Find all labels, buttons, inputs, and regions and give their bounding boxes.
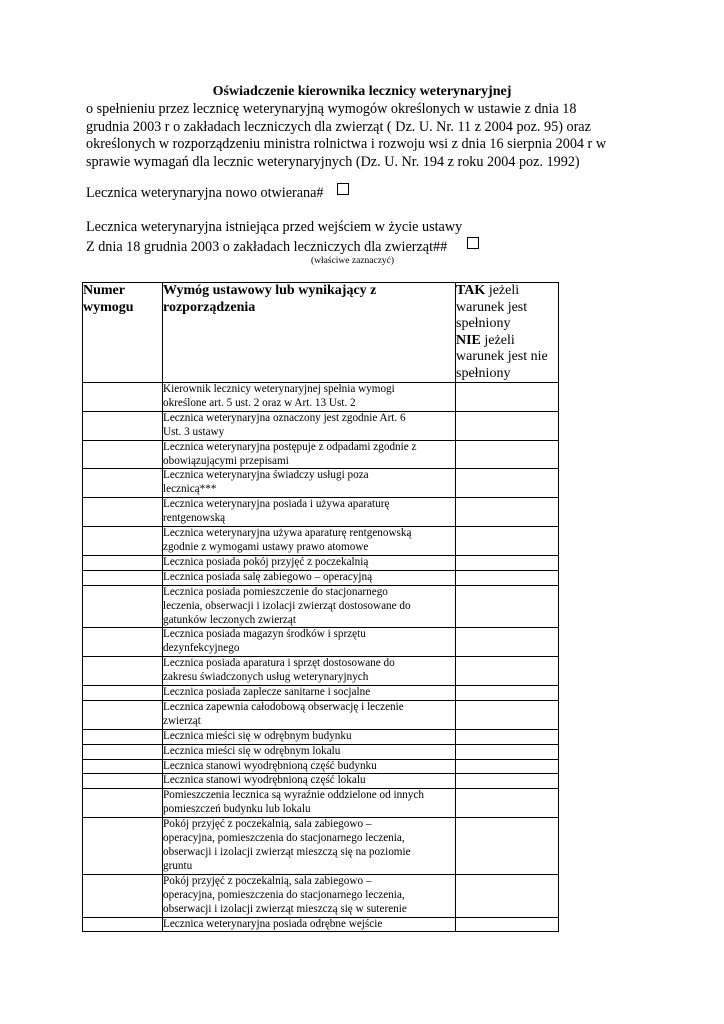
table-row xyxy=(83,440,559,469)
table-header-row xyxy=(83,283,559,383)
requirement-number-cell[interactable] xyxy=(83,774,163,789)
answer-cell[interactable] xyxy=(456,469,559,498)
requirement-number-cell[interactable] xyxy=(83,729,163,744)
answer-cell[interactable] xyxy=(456,818,559,875)
table-row xyxy=(83,657,559,686)
table-row xyxy=(83,744,559,759)
requirement-text-cell xyxy=(163,469,456,498)
option-new-clinic xyxy=(86,183,349,202)
table-row xyxy=(83,570,559,585)
requirement-number-cell[interactable] xyxy=(83,469,163,498)
requirement-text-line: Lecznica weterynaryjna postępuje z odpadami zgodnie z xyxy=(163,440,417,453)
requirement-text-cell xyxy=(163,759,456,774)
requirement-text-line: Lecznica weterynaryjna świadczy usługi poza xyxy=(163,469,369,482)
answer-cell[interactable] xyxy=(456,657,559,686)
answer-cell[interactable] xyxy=(456,570,559,585)
header-yes-no xyxy=(456,283,559,383)
answer-cell[interactable] xyxy=(456,917,559,932)
table-row xyxy=(83,789,559,818)
requirement-text-line: Lecznica stanowi wyodrębnioną część budynku xyxy=(163,759,377,772)
answer-cell[interactable] xyxy=(456,628,559,657)
answer-cell[interactable] xyxy=(456,555,559,570)
table-row xyxy=(83,818,559,875)
requirement-number-cell[interactable] xyxy=(83,657,163,686)
requirements-table xyxy=(82,282,559,932)
table-row xyxy=(83,759,559,774)
requirement-text-line: Lecznica posiada pomieszczenie do stacjonarnego xyxy=(163,585,388,598)
requirement-number-cell[interactable] xyxy=(83,527,163,556)
header-tak: TAK xyxy=(456,283,486,298)
intro-line: sprawie wymagań dla lecznic weterynaryjnych (Dz. U. Nr. 194 z roku 2004 poz. 1992) xyxy=(86,153,580,170)
requirement-text-line: Lecznica weterynaryjna używa aparaturę rentgenowską xyxy=(163,527,412,540)
requirement-text-cell xyxy=(163,774,456,789)
requirement-number-cell[interactable] xyxy=(83,570,163,585)
table-row xyxy=(83,498,559,527)
table-row xyxy=(83,774,559,789)
requirement-text-line: Lecznica posiada salę zabiegowo – operacyjną xyxy=(163,570,373,583)
requirement-text-cell xyxy=(163,874,456,917)
table-row xyxy=(83,585,559,628)
requirement-text-cell xyxy=(163,585,456,628)
intro-line: o spełnieniu przez lecznicę weterynaryjną wymogów określonych w ustawie z dnia 18 xyxy=(86,101,577,117)
requirement-text-cell xyxy=(163,686,456,701)
requirement-text-cell xyxy=(163,700,456,729)
answer-cell[interactable] xyxy=(456,411,559,440)
requirement-text-cell xyxy=(163,570,456,585)
requirement-number-cell[interactable] xyxy=(83,383,163,412)
requirement-text-line: operacyjna, pomieszczenia do stacjonarnego leczenia, xyxy=(163,832,405,845)
requirement-text-line: Lecznica stanowi wyodrębnioną część lokalu xyxy=(163,774,366,787)
answer-cell[interactable] xyxy=(456,686,559,701)
requirement-text-line: gruntu xyxy=(163,859,193,872)
requirement-text-cell xyxy=(163,383,456,412)
requirement-text-line: określone art. 5 ust. 2 oraz w Art. 13 Ust. 2 xyxy=(163,396,356,409)
requirement-number-cell[interactable] xyxy=(83,555,163,570)
requirements-body xyxy=(83,383,559,932)
requirement-text-line: lecznicą*** xyxy=(163,483,217,496)
answer-cell[interactable] xyxy=(456,729,559,744)
answer-cell[interactable] xyxy=(456,759,559,774)
requirement-text-cell xyxy=(163,917,456,932)
requirement-text-line: Lecznica weterynaryjna oznaczony jest zgodnie Art. 6 xyxy=(163,411,406,424)
requirement-text-cell xyxy=(163,818,456,875)
requirement-number-cell[interactable] xyxy=(83,411,163,440)
header-requirement-text: Wymóg ustawowy lub wynikający z rozporządzenia xyxy=(163,283,456,383)
requirement-number-cell[interactable] xyxy=(83,585,163,628)
table-row xyxy=(83,383,559,412)
requirement-text-cell xyxy=(163,411,456,440)
answer-cell[interactable] xyxy=(456,527,559,556)
requirement-text-line: Pokój przyjęć z poczekalnią, sala zabiegowo – xyxy=(163,818,372,831)
header-tak-text: jeżeli warunek jest spełniony xyxy=(456,283,528,331)
requirement-text-line: Lecznica posiada aparatura i sprzęt dostosowane do xyxy=(163,657,395,670)
requirement-number-cell[interactable] xyxy=(83,440,163,469)
requirement-text-line: Lecznica posiada magazyn środków i sprzętu xyxy=(163,628,366,641)
requirement-text-cell xyxy=(163,555,456,570)
intro-paragraph xyxy=(86,101,646,171)
option-new-checkbox[interactable] xyxy=(337,183,349,195)
requirement-text-cell xyxy=(163,744,456,759)
requirement-text-cell xyxy=(163,440,456,469)
requirement-text-line: rentgenowską xyxy=(163,512,226,525)
requirement-text-line: obserwacji i izolacji zwierząt mieszczą się w suterenie xyxy=(163,902,407,915)
requirement-text-line: Lecznica weterynaryjna posiada i używa aparaturę xyxy=(163,498,390,511)
requirement-number-cell[interactable] xyxy=(83,686,163,701)
answer-cell[interactable] xyxy=(456,440,559,469)
requirement-text-line: gatunków leczonych zwierząt xyxy=(163,613,296,626)
option-existing-clinic xyxy=(86,219,479,256)
document-title: Oświadczenie kierownika lecznicy weterynaryjnej xyxy=(212,84,512,99)
requirement-text-line: Kierownik lecznicy weterynaryjnej spełnia wymogi xyxy=(163,383,395,395)
requirement-text-cell xyxy=(163,729,456,744)
option-existing-label-line1: Lecznica weterynaryjna istniejąca przed wejściem w życie ustawy xyxy=(86,219,463,235)
requirement-text-line: obowiązującymi przepisami xyxy=(163,454,289,467)
requirement-text-line: Ust. 3 ustawy xyxy=(163,425,225,438)
answer-cell[interactable] xyxy=(456,383,559,412)
option-new-label: Lecznica weterynaryjna nowo otwierana# xyxy=(86,185,324,201)
answer-cell[interactable] xyxy=(456,498,559,527)
requirement-number-cell[interactable] xyxy=(83,700,163,729)
table-row xyxy=(83,917,559,932)
answer-cell[interactable] xyxy=(456,700,559,729)
requirement-text-line: obserwacji i izolacji zwierząt mieszczą się na poziomie xyxy=(163,846,411,858)
answer-cell[interactable] xyxy=(456,744,559,759)
requirement-text-line: Pomieszczenia lecznica są wyraźnie oddzielone od innych xyxy=(163,789,424,802)
requirement-number-cell[interactable] xyxy=(83,818,163,875)
requirement-text-line: zgodnie z wymogami ustawy prawo atomowe xyxy=(163,540,369,553)
requirement-number-cell[interactable] xyxy=(83,628,163,657)
requirement-text-cell xyxy=(163,498,456,527)
table-row xyxy=(83,555,559,570)
table-row xyxy=(83,729,559,744)
requirement-number-cell[interactable] xyxy=(83,759,163,774)
requirement-text-line: Lecznica mieści się w odrębnym budynku xyxy=(163,729,352,742)
requirement-number-cell[interactable] xyxy=(83,789,163,818)
requirement-text-line: operacyjna, pomieszczenia do stacjonarnego leczenia, xyxy=(163,888,405,901)
requirement-number-cell[interactable] xyxy=(83,744,163,759)
header-nie-text: jeżeli warunek jest nie spełniony xyxy=(456,332,548,381)
requirement-text-line: Lecznica posiada pokój przyjęć z poczekalnią xyxy=(163,555,369,568)
requirement-text-cell xyxy=(163,628,456,657)
requirement-text-line: Lecznica mieści się w odrębnym lokalu xyxy=(163,744,341,757)
answer-cell[interactable] xyxy=(456,789,559,818)
requirement-text-cell xyxy=(163,657,456,686)
answer-cell[interactable] xyxy=(456,874,559,917)
answer-cell[interactable] xyxy=(456,585,559,628)
header-nie: NIE xyxy=(456,332,481,348)
selection-note: (właściwe zaznaczyć) xyxy=(311,256,395,266)
requirement-text-line: Lecznica posiada zaplecze sanitarne i socjalne xyxy=(163,686,371,699)
option-existing-label-line2: Z dnia 18 grudnia 2003 o zakładach leczniczych dla zwierząt## xyxy=(86,238,448,255)
table-row xyxy=(83,700,559,729)
requirement-text-line: zwierząt xyxy=(163,714,201,727)
requirement-text-line: leczenia, obserwacji i izolacji zwierząt dostosowane do xyxy=(163,599,411,612)
header-requirement-number: Numer wymogu xyxy=(83,283,163,383)
table-row xyxy=(83,874,559,917)
intro-line: określonych w rozporządzeniu ministra rolnictwa i rozwoju wsi z dnia 16 sierpnia 2004 r w xyxy=(86,136,607,153)
requirement-number-cell[interactable] xyxy=(83,498,163,527)
table-row xyxy=(83,469,559,498)
table-row xyxy=(83,686,559,701)
requirement-number-cell[interactable] xyxy=(83,874,163,917)
requirement-text-line: Lecznica zapewnia całodobową obserwację i leczenie xyxy=(163,700,404,713)
requirement-text-cell xyxy=(163,527,456,556)
requirement-number-cell[interactable] xyxy=(83,917,163,932)
requirement-text-line: dezynfekcyjnego xyxy=(163,642,240,655)
table-row xyxy=(83,628,559,657)
requirement-text-line: pomieszczeń budynku lub lokalu xyxy=(163,803,311,816)
answer-cell[interactable] xyxy=(456,774,559,789)
table-row xyxy=(83,411,559,440)
intro-line: grudnia 2003 r o zakładach leczniczych dla zwierząt ( Dz. U. Nr. 11 z 2004 poz. 95) oraz xyxy=(86,118,591,135)
requirement-text-line: Pokój przyjęć z poczekalnią, sala zabiegowo – xyxy=(163,874,372,887)
requirement-text-line: zakresu świadczonych usług weterynaryjnych xyxy=(163,671,369,684)
option-existing-checkbox[interactable] xyxy=(467,237,479,249)
requirement-text-line: Lecznica weterynaryjna posiada odrębne wejście xyxy=(163,917,383,930)
requirement-text-cell xyxy=(163,789,456,818)
table-row xyxy=(83,527,559,556)
